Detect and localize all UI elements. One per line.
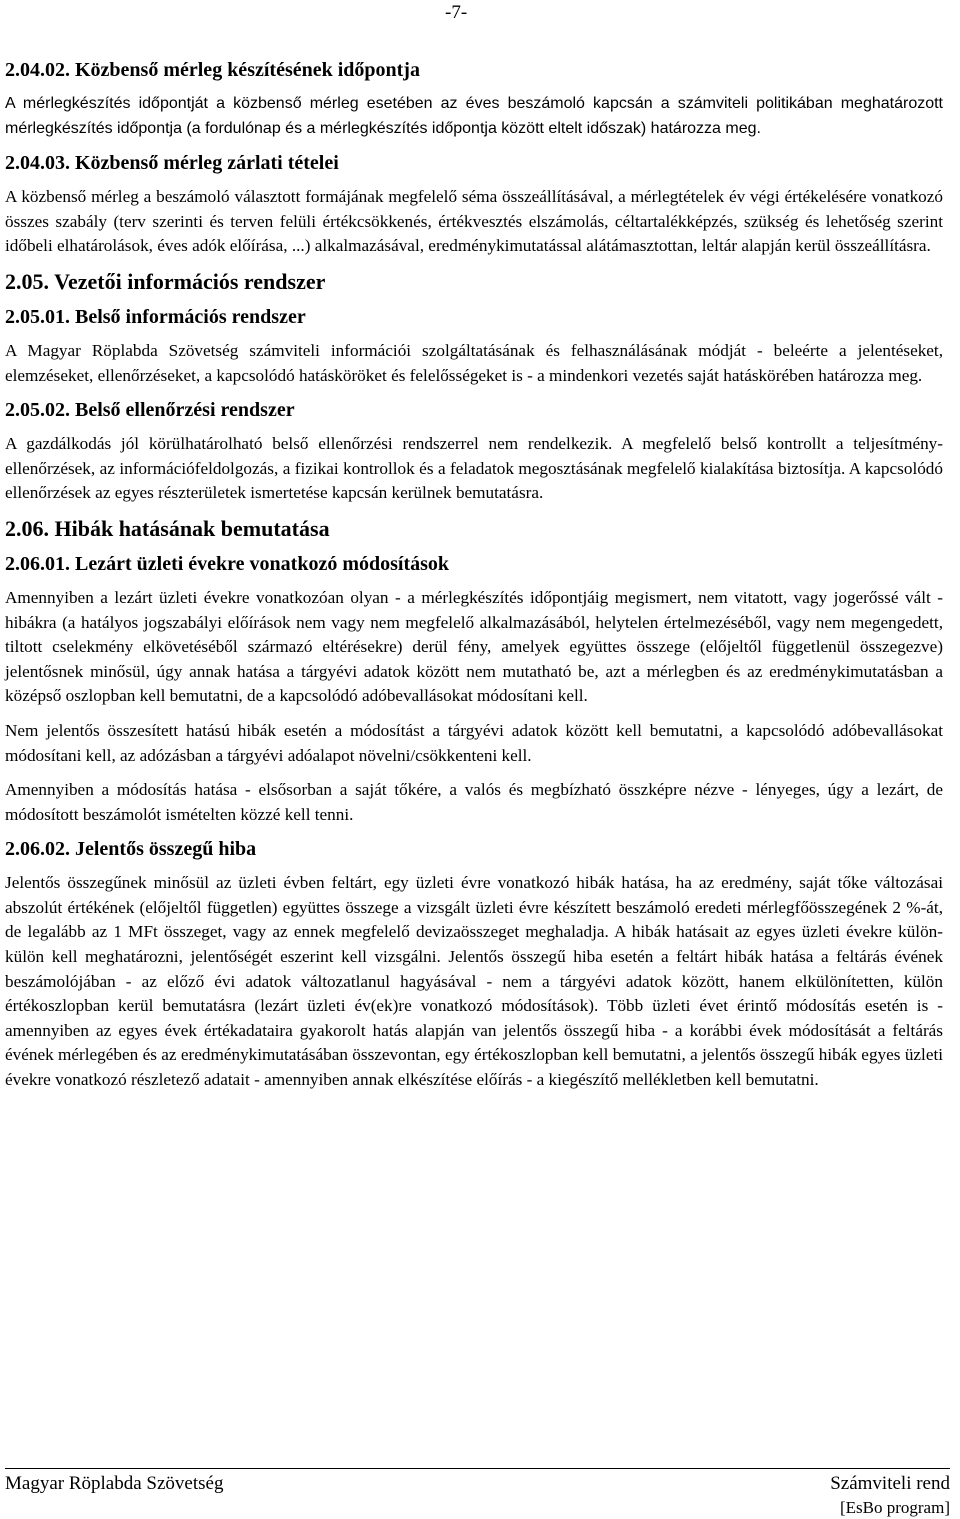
footer-organization: Magyar Röplabda Szövetség	[5, 1473, 224, 1494]
paragraph-2-06-01-a: Amennyiben a lezárt üzleti évekre vonatkozóan olyan - a mérlegkészítés időpontjáig megismert, nem vitatott, vagy jogerőssé vált - hibákra (a hatályos jogszabályi előírások nem vagy nem megfelelő alkalmazásából, helytelen értelmezéséből, vagy nem megengedett, tiltott cselekmény elkövetéséből származó eltérésekre) derül fény, amelyek együttes összege (előjeltől függetlenül összegezve) jelentősnek minősül, úgy annak hatása a tárgyévi adatok között nem mutatható be, azt a mérlegben és az eredménykimutatásban a középső oszlopban kell bemutatni, de a kapcsolódó adóbevallásokat módosítani kell.	[5, 587, 943, 706]
footer-document-title: Számviteli rend	[830, 1473, 950, 1494]
heading-2-06: 2.06. Hibák hatásának bemutatása	[5, 515, 330, 541]
heading-2-06-01: 2.06.01. Lezárt üzleti évekre vonatkozó módosítások	[5, 552, 450, 575]
page-number: -7-	[445, 2, 468, 23]
paragraph-2-06-02: Jelentős összegűnek minősül az üzleti évben feltárt, egy üzleti évre vonatkozó hibák hatása, ha az eredmény, saját tőke változásai abszolút értékének (előjeltől független) együttes összege a vizsgált üzleti évre készített beszámoló eredeti mérlegfőösszegének 2 %-át, de legalább az 1 MFt összeget, vagy az ennek megfelelő devizaösszeget meghaladja. A hibák hatásait az egyes üzleti évekre külön-külön kell meghatározni, jelentőségét eszerint kell vizsgálni. Jelentős összegű hiba esetén a feltárt hibák hatása a feltárás évének beszámolójában - az előző évi adatok változatlanul hagyásával - nem a tárgyévi adatok között, hanem elkülönítetten, külön értékoszlopban kerül bemutatásra (lezárt üzleti év(ek)re vonatkozó módosítások). Több üzleti évet érintő módosítás esetén is - amennyiben az egyes évek értékadataira gyakorolt hatás alapján van jelentős összegű hiba - a korábbi évek módosítását a feltárás évének mérlegében és az eredménykimutatásában összevontan, egy értékoszlopban kell bemutatni, a jelentős összegű hibák egyes üzleti évekre vonatkozó részletező adatait - amennyiben annak elkészítése előírás - a kiegészítő mellékletben kell bemutatni.	[5, 873, 943, 1090]
paragraph-2-04-02: A mérlegkészítés időpontját a közbenső mérleg esetében az éves beszámoló kapcsán a számviteli politikában meghatározott mérlegkészítés időpontja (a fordulónap és a mérlegkészítés időpontja között eltelt időszak) határozza meg.	[5, 95, 943, 137]
paragraph-2-05-02: A gazdálkodás jól körülhatárolható belső ellenőrzési rendszerrel nem rendelkezik. A megfelelő belső kontrollt a teljesítmény-ellenőrzések, az információfeldolgozás, a fizikai kontrollok és a feladatok megosztásának megfelelő kialakítása biztosítja. A kapcsolódó ellenőrzések az egyes részterületek ismertetése kapcsán kerülnek bemutatásra.	[5, 434, 943, 503]
paragraph-2-06-01-c: Amennyiben a módosítás hatása - elsősorban a saját tőkére, a valós és megbízható összképre nézve - lényeges, úgy a lezárt, de módosított beszámolót ismételten közzé kell tenni.	[5, 780, 943, 824]
paragraph-2-04-03: A közbenső mérleg a beszámoló választott formájának megfelelő séma összeállításával, a mérlegtételek év végi értékelésére vonatkozó összes szabály (terv szerinti és terven felüli értékcsökkenés, értékvesztés elszámolás, céltartalékképzés, szükség és lehetőség szerint időbeli elhatárolások, éves adók előírása, ...) alkalmazásával, eredménykimutatással alátámasztottan, leltár alapján kerül összeállításra.	[5, 187, 943, 256]
heading-2-06-02: 2.06.02. Jelentős összegű hiba	[5, 838, 257, 861]
paragraph-2-06-01-b: Nem jelentős összesített hatású hibák esetén a módosítást a tárgyévi adatok között kell bemutatni, a kapcsolódó adóbevallásokat módosítani kell, az adózásban a tárgyévi adóalapot növelni/csökkenteni kell.	[5, 720, 943, 765]
paragraph-2-05-01: A Magyar Röplabda Szövetség számviteli információi szolgáltatásának és felhasználásának módját - beleérte a jelentéseket, elemzéseket, ellenőrzéseket, a kapcsolódó hatásköröket és felelősségeket is - a mindenkori vezetés saját hatáskörében határozza meg.	[5, 340, 943, 385]
page-footer	[5, 1468, 950, 1519]
heading-2-05-02: 2.05.02. Belső ellenőrzési rendszer	[5, 399, 295, 422]
footer-program: [EsBo program]	[839, 1498, 950, 1517]
heading-2-05: 2.05. Vezetői információs rendszer	[5, 268, 326, 294]
heading-2-04-02: 2.04.02. Közbenső mérleg készítésének időpontja	[5, 59, 420, 81]
heading-2-05-01: 2.05.01. Belső információs rendszer	[5, 305, 306, 328]
document-content	[5, 58, 943, 1103]
heading-2-04-03: 2.04.03. Közbenső mérleg zárlati tételei	[5, 152, 339, 175]
footer-row	[5, 1469, 950, 1497]
